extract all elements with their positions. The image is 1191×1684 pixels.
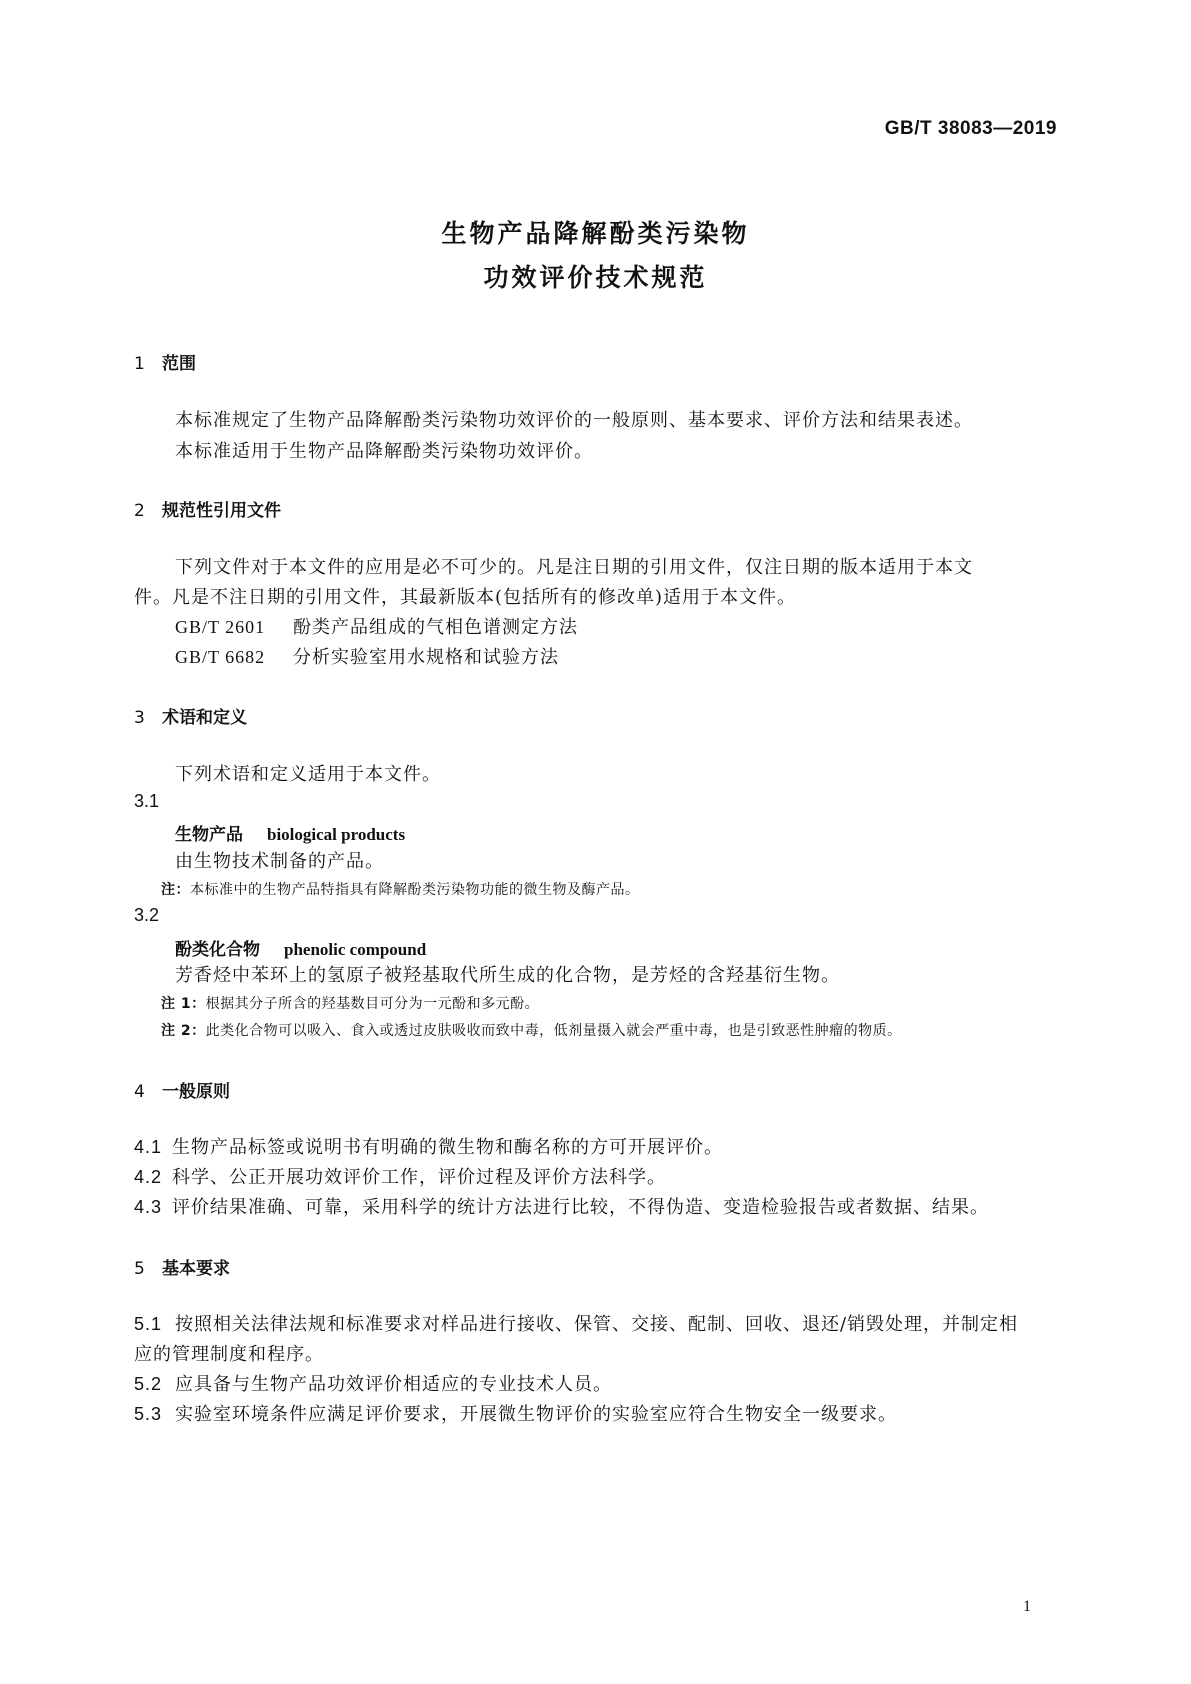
clause-number: 4.3: [134, 1197, 163, 1217]
section-2-heading: [134, 496, 281, 521]
note-label: 注 1：: [161, 996, 206, 1012]
clause-item: [134, 1370, 612, 1396]
reference-item: [175, 613, 578, 639]
clause-item: [134, 1400, 897, 1426]
reference-code: GB/T 2601: [175, 617, 266, 637]
term-definition: 由生物技术制备的产品。: [175, 851, 384, 872]
term-definition: 芳香烃中苯环上的氢原子被羟基取代所生成的化合物，是芳烃的含羟基衍生物。: [175, 965, 840, 986]
clause-number: 5.2: [134, 1374, 163, 1394]
section-title: 范围: [162, 354, 196, 374]
clause-item: [134, 1310, 1018, 1336]
clause-text: 评价结果准确、可靠，采用科学的统计方法进行比较，不得伪造、变造检验报告或者数据、结果。: [172, 1197, 989, 1218]
section-number: 2: [134, 501, 145, 521]
clause-item: [134, 1133, 723, 1159]
reference-item: [175, 643, 559, 669]
paragraph-continuation: 件。凡是不注日期的引用文件，其最新版本(包括所有的修改单)适用于本文件。: [134, 587, 797, 608]
clause-text: 实验室环境条件应满足评价要求，开展微生物评价的实验室应符合生物安全一级要求。: [175, 1404, 897, 1425]
section-number: 1: [134, 354, 145, 374]
paragraph: 下列文件对于本文件的应用是必不可少的。凡是注日期的引用文件，仅注日期的版本适用于本文: [175, 557, 973, 578]
term-en: phenolic compound: [284, 940, 427, 959]
reference-title: 酚类产品组成的气相色谱测定方法: [293, 617, 578, 638]
clause-continuation: 应的管理制度和程序。: [134, 1344, 324, 1365]
note-text: 根据其分子所含的羟基数目可分为一元酚和多元酚。: [205, 996, 540, 1012]
reference-title: 分析实验室用水规格和试验方法: [293, 647, 559, 668]
page-number: 1: [1023, 1598, 1031, 1615]
note-label: 注：: [161, 882, 190, 898]
section-5-heading: [134, 1254, 230, 1279]
clause-number: 5.3: [134, 1404, 163, 1424]
standard-code: GB/T 38083—2019: [884, 118, 1057, 139]
section-1-heading: [134, 349, 196, 374]
note-text: 本标准中的生物产品特指具有降解酚类污染物功能的微生物及酶产品。: [190, 882, 640, 898]
term-heading: [175, 820, 405, 845]
term-number: 3.2: [134, 905, 160, 925]
section-title: 规范性引用文件: [162, 501, 281, 521]
term-zh: 酚类化合物: [175, 940, 260, 960]
clause-number: 4.2: [134, 1167, 163, 1187]
clause-item: [134, 1163, 666, 1189]
section-title: 基本要求: [162, 1259, 230, 1279]
note-text: 此类化合物可以吸入、食入或透过皮肤吸收而致中毒，低剂量摄入就会严重中毒，也是引致恶性肿瘤的物质。: [205, 1023, 902, 1039]
section-title: 一般原则: [162, 1082, 230, 1102]
section-number: 4: [134, 1082, 145, 1102]
section-number: 3: [134, 708, 145, 728]
term-en: biological products: [267, 825, 406, 844]
clause-text: 按照相关法律法规和标准要求对样品进行接收、保管、交接、配制、回收、退还/销毁处理，并制定相: [175, 1314, 1019, 1335]
reference-code: GB/T 6682: [175, 647, 266, 667]
section-3-heading: [134, 703, 247, 728]
clause-number: 4.1: [134, 1137, 163, 1157]
clause-number: 5.1: [134, 1314, 163, 1334]
document-title-line2: 功效评价技术规范: [483, 263, 708, 292]
term-heading: [175, 935, 426, 960]
paragraph: 下列术语和定义适用于本文件。: [175, 764, 441, 785]
document-title-line1: 生物产品降解酚类污染物: [441, 219, 750, 248]
section-number: 5: [134, 1259, 145, 1279]
clause-text: 科学、公正开展功效评价工作，评价过程及评价方法科学。: [172, 1167, 666, 1188]
note: [161, 879, 640, 899]
clause-item: [134, 1193, 989, 1219]
note: [161, 1020, 902, 1040]
paragraph: 本标准适用于生物产品降解酚类污染物功效评价。: [175, 441, 593, 462]
term-number: 3.1: [134, 791, 160, 811]
clause-text: 应具备与生物产品功效评价相适应的专业技术人员。: [175, 1374, 612, 1395]
term-zh: 生物产品: [175, 825, 243, 845]
note: [161, 993, 539, 1013]
paragraph: 本标准规定了生物产品降解酚类污染物功效评价的一般原则、基本要求、评价方法和结果表述。: [175, 410, 973, 431]
section-title: 术语和定义: [162, 708, 247, 728]
section-4-heading: [134, 1077, 230, 1102]
clause-text: 生物产品标签或说明书有明确的微生物和酶名称的方可开展评价。: [172, 1137, 723, 1158]
note-label: 注 2：: [161, 1023, 206, 1039]
